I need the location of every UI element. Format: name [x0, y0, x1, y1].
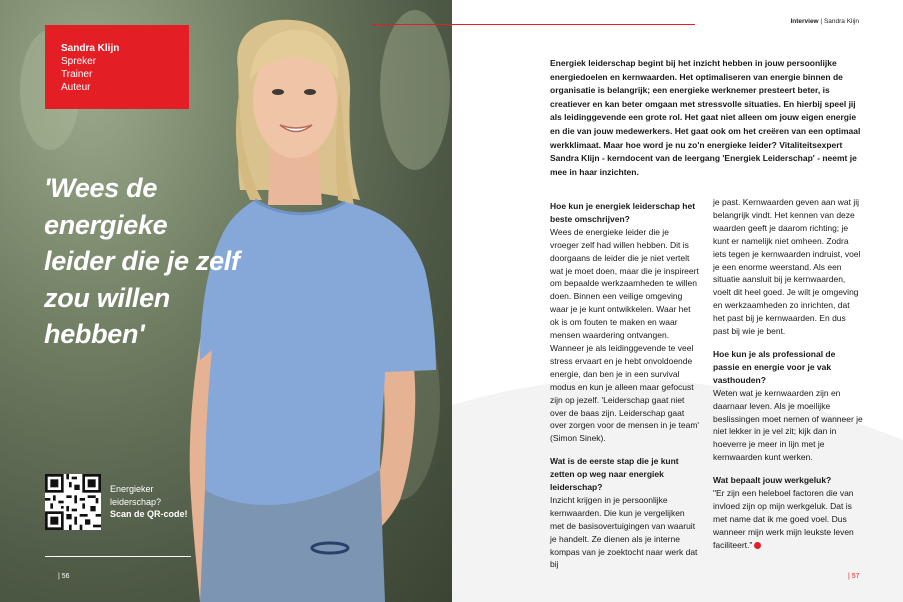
divider [45, 556, 191, 557]
role-speaker: Spreker [61, 56, 97, 67]
question-heading: Wat is de eerste stap die je kunt zetten op weg naar energiek leiderschap? [550, 456, 679, 493]
text-column-1 [550, 200, 700, 581]
answer-text-final [713, 487, 863, 552]
answer-text: Inzicht krijgen in je persoonlijke kernwaarden. Die kun je vergelijken met de basisovertuigingen van waaruit je handelt. Ze dienen als je interne kompas van je zoektocht naar werk dat bij [550, 494, 698, 570]
answer-text: Weten wat je kernwaarden zijn en daarnaar leven. Als je moeilijke beslissingen moet nemen of wanneer je niet lekker in je vel zit; kijk dan in hoeverre je meer in lijn met je kernwaarden kunt werken. [713, 387, 863, 463]
end-mark-icon [754, 542, 761, 549]
answer-text: Wees de energieke leider die je vroeger zelf had willen hebben. Dit is doorgaans de leider die je niet vertelt wat je moet doen, maar die je inspireert om bepaalde werkzaamheden te willen doen. Binnen een veilige omgeving waar je je kunt ontwikkelen. Waar het ok is om fouten te maken en waar mensen waardering ontvangen. Wanneer je als leidinggevende te veel stress ervaart en je hebt onvoldoende energie, dan ben je in een survival modus en kun je alleen maar gefocust zijn op jezelf. 'Leiderschap gaat niet over de baas zijn. Leiderschap gaat over zorgen voor de mensen in je team' (Simon Sinek). [550, 226, 700, 444]
answer-text: je past. Kernwaarden geven aan wat jij belangrijk vindt. Het kennen van deze waarden geeft je daarom richting; je kunt er namelijk niet omheen. Zodra iets tegen je kernwaarden indruist, voel je een enorme weerstand. Als een situatie aansluit bij je kernwaarden, voelt dit heel goed. Je wilt je omgeving en werkzaamheden zo inrichten, dat het past bij je kernwaarden. En dus past bij wie je bent. [713, 197, 861, 337]
qr-code-icon[interactable] [45, 474, 101, 530]
text-column-2 [713, 196, 863, 562]
question-heading: Hoe kun je als professional de passie en energie voor je vak vasthouden? [713, 348, 836, 385]
role-author: Auteur [61, 82, 91, 93]
page-number-left: | 56 [58, 573, 70, 580]
name-box [45, 25, 189, 109]
qr-line-1: Energieker [110, 484, 154, 494]
question-heading: Hoe kun je energiek leiderschap het beste omschrijven? [550, 201, 696, 224]
header-rule [372, 24, 695, 25]
closing-answer: "Er zijn een heleboel factoren die van invloed zijn op mijn werkgeluk. Dat is met name dat ik me goed voel. Dus wanneer mijn werk mijn leukste leven faciliteert." [713, 488, 854, 550]
qr-caption [110, 483, 200, 521]
page-number-right: | 57 [848, 573, 860, 580]
person-name: Sandra Klijn [61, 43, 120, 54]
running-head-separator: | [818, 18, 824, 25]
running-head [790, 18, 859, 25]
pull-quote: 'Wees de energieke leider die je zelf zou willen hebben' [44, 173, 240, 349]
section-label: Interview [790, 18, 819, 25]
intro-paragraph: Energiek leiderschap begint bij het inzicht hebben in jouw persoonlijke energiedoelen en kernwaarden. Het optimaliseren van energie binnen de organisatie is belangrijk; een energieke werknemer presteert beter, is creatiever en kan beter omgaan met stressvolle situaties. En hierbij speel jij als leidinggevende een grote rol. Het gaat niet alleen om jouw eigen energie en die van jouw medewerkers. Het gaat ook om het creëren van een optimaal werkklimaat. Maar hoe word je nu zo'n energieke leider? Vitaliteitsexpert Sandra Klijn - kerndocent van de leergang 'Energiek Leiderschap' - neemt je mee in haar inzichten. [550, 58, 861, 177]
role-trainer: Trainer [61, 69, 93, 80]
qr-cta: Scan de QR-code! [110, 509, 188, 519]
running-head-name: Sandra Klijn [823, 18, 859, 25]
qr-line-2: leiderschap? [110, 496, 162, 507]
question-heading: Wat bepaalt jouw werkgeluk? [713, 475, 832, 486]
